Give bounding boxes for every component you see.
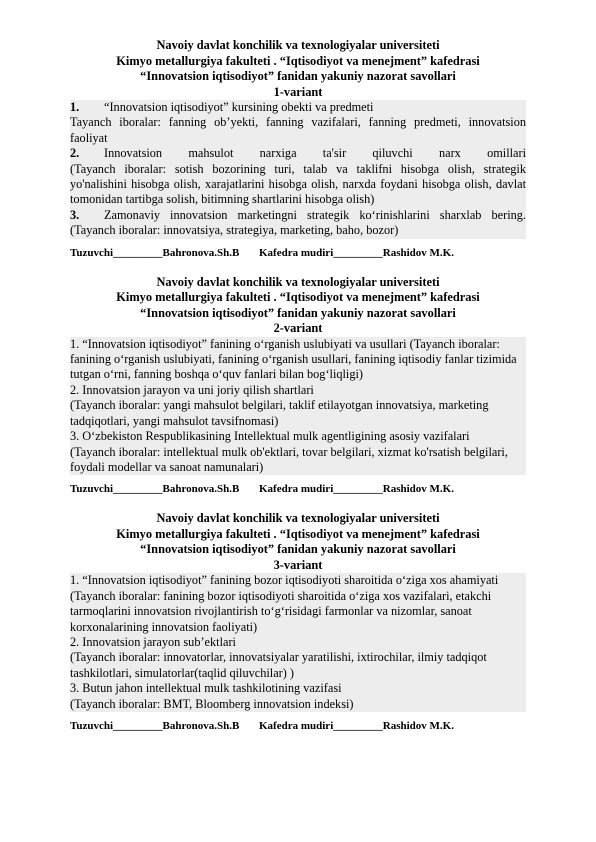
compiler-signature: Tuzuvchi_________Bahronova.Sh.B xyxy=(70,246,240,259)
question-2-keywords: (Tayanch iboralar: innovatorlar, innovatsiyalar yaratilishi, ixtirochilar, ilmiy tadqiqot tashkilotlari, simulatorlar(taqlid qiluvchilar) ) xyxy=(70,650,487,680)
university-title: Navoiy davlat konchilik va texnologiyalar universiteti xyxy=(156,38,440,52)
question-text: Zamonaviy innovatsion marketingni strategik ko‘rinishlarini sharxlab bering. xyxy=(104,207,526,222)
university-title: Navoiy davlat konchilik va texnologiyalar universiteti xyxy=(156,511,440,526)
signature-line xyxy=(70,247,526,260)
compiler-signature: Tuzuvchi_________Bahronova.Sh.B xyxy=(70,719,240,732)
question-1 xyxy=(70,100,526,115)
question-1-keywords: Tayanch iboralar: fanning ob’yekti, fanning vazifalari, fanning predmeti, innovatsion faoliyat xyxy=(70,115,526,145)
question-3-keywords: (Tayanch iboralar: intellektual mulk ob'ektlari, tovar belgilari, xizmat ko'rsatish belgilari, foydali modellar va sanoat namunalari) xyxy=(70,444,508,474)
question-2 xyxy=(70,146,526,161)
question-text: “Innovatsion iqtisodiyot” kursining obekti va predmeti xyxy=(104,100,374,114)
question-3-keywords: (Tayanch iboralar: innovatsiya, strategiya, marketing, baho, bozor) xyxy=(70,223,399,238)
question-2: 2. Innovatsion jarayon sub’ektlari xyxy=(70,634,236,649)
head-of-department-signature: Kafedra mudiri_________Rashidov M.K. xyxy=(259,246,454,259)
variant-label: 2-variant xyxy=(273,321,323,336)
faculty-title: Kimyo metallurgiya fakulteti . “Iqtisodiyot va menejment” kafedrasi xyxy=(116,290,480,305)
head-of-department-signature: Kafedra mudiri_________Rashidov M.K. xyxy=(259,483,454,496)
question-number: 2. xyxy=(70,146,80,161)
university-title: Navoiy davlat konchilik va texnologiyalar universiteti xyxy=(156,274,440,289)
question-number: 1. xyxy=(70,100,80,114)
question-2-keywords: (Tayanch iboralar: sotish bozorining turi, talab va taklifni hisobga olish, strategik yo'nalishini hisobga olish, xarajatlarini hisobga olish, narxda foydani hisobga olish, davlat tomonidan tartibga solish, bitimning shartlarini hisobga olish) xyxy=(70,161,526,207)
signature-line xyxy=(70,720,526,733)
subject-title: “Innovatsion iqtisodiyot” fanidan yakuniy nazorat savollari xyxy=(140,305,456,320)
question-text: Innovatsion mahsulot narxiga ta'sir qiluvchi narx omillari xyxy=(104,146,526,161)
question-3: 3. Butun jahon intellektual mulk tashkilotining vazifasi xyxy=(70,681,342,696)
question-3-keywords: (Tayanch iboralar: BMT, Bloomberg innovatsion indeksi) xyxy=(70,696,354,711)
questions-block xyxy=(70,337,526,476)
subject-title: “Innovatsion iqtisodiyot” fanidan yakuniy nazorat savollari xyxy=(140,69,456,83)
signature-line xyxy=(70,483,526,496)
question-2-keywords: (Tayanch iboralar: yangi mahsulot belgilari, taklif etilayotgan innovatsiya, marketing tadqiqotlari, yangi mahsulot tavsifnomasi) xyxy=(70,398,489,428)
question-1-keywords: (Tayanch iboralar: fanining bozor iqtisodiyoti sharoitida o‘ziga xos vazifalari, etakchi tarmoqlarini innovatsion rivojlantirish to‘g‘risidagi farmonlar va nizomlar, sanoat korxonalarining innovatsion faoliyati) xyxy=(70,588,492,634)
faculty-title: Kimyo metallurgiya fakulteti . “Iqtisodiyot va menejment” kafedrasi xyxy=(116,53,480,68)
question-3: 3. O‘zbekiston Respublikasining Intellektual mulk agentligining asosiy vazifalari xyxy=(70,429,470,444)
faculty-title: Kimyo metallurgiya fakulteti . “Iqtisodiyot va menejment” kafedrasi xyxy=(116,526,480,541)
questions-block xyxy=(70,100,526,239)
question-1: 1. “Innovatsion iqtisodiyot” fanining o‘rganish uslubiyati va usullari (Tayanch iboralar: fanining o‘rganish uslubiyati, fanining o‘rganish usullari, fanining iqtisodiy fanlar tizimida tutgan o‘rni, fanning boshqa o‘quv fanlari bilan bog‘liqligi) xyxy=(70,336,517,382)
variant-1 xyxy=(70,38,526,260)
compiler-signature: Tuzuvchi_________Bahronova.Sh.B xyxy=(70,483,240,496)
question-1: 1. “Innovatsion iqtisodiyot” fanining bozor iqtisodiyoti sharoitida o‘ziga xos ahamiyati xyxy=(70,573,499,588)
variant-label: 3-variant xyxy=(273,557,323,572)
variant-label: 1-variant xyxy=(273,84,323,99)
exam-document xyxy=(70,38,526,748)
questions-block xyxy=(70,573,526,712)
question-3 xyxy=(70,208,526,223)
question-number: 3. xyxy=(70,207,80,222)
variant-2 xyxy=(70,275,526,497)
subject-title: “Innovatsion iqtisodiyot” fanidan yakuniy nazorat savollari xyxy=(140,542,456,557)
head-of-department-signature: Kafedra mudiri_________Rashidov M.K. xyxy=(259,719,454,732)
variant-3 xyxy=(70,511,526,733)
question-2: 2. Innovatsion jarayon va uni joriy qilish shartlari xyxy=(70,382,314,397)
